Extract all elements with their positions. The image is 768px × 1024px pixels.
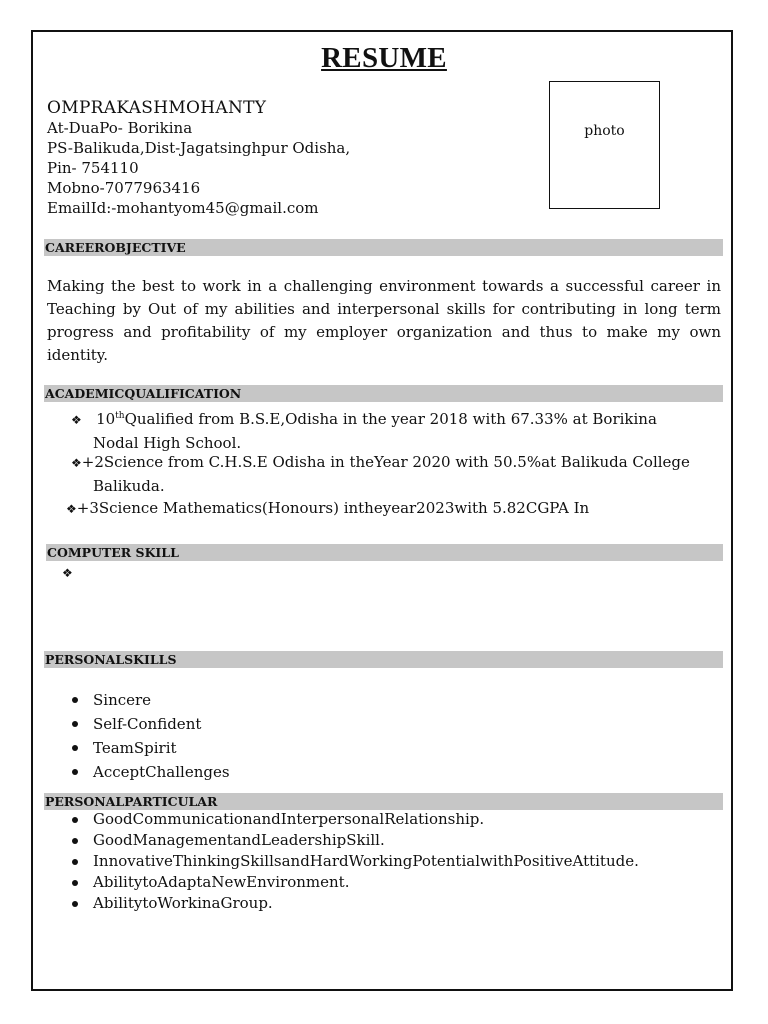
list-item: Sincere <box>71 688 230 712</box>
personal-skills-heading: PERSONALSKILLS <box>44 651 723 668</box>
list-item: GoodCommunicationandInterpersonalRelationship. <box>71 809 639 830</box>
academic-item-line2: Balikuda. <box>93 477 165 495</box>
page-title: RESUME <box>321 42 447 74</box>
diamond-bullet-icon: ❖ <box>62 566 73 580</box>
list-item: GoodManagementandLeadershipSkill. <box>71 830 639 851</box>
diamond-bullet-icon: ❖ <box>66 502 77 516</box>
address-line-1: At-DuaPo- Borikina <box>47 119 193 137</box>
diamond-bullet-icon: ❖ <box>71 456 82 470</box>
list-item: Self-Confident <box>71 712 230 736</box>
academic-item <box>71 451 690 498</box>
pin-code: Pin- 754110 <box>47 159 139 177</box>
academic-item <box>66 497 589 521</box>
photo-label: photo <box>584 123 625 139</box>
photo-placeholder <box>549 81 660 209</box>
computer-skill-item <box>62 561 73 585</box>
academic-item-prefix: 10 <box>96 410 116 428</box>
personal-particular-heading: PERSONALPARTICULAR <box>44 793 723 810</box>
email-address: EmailId:-mohantyom45@gmail.com <box>47 199 319 217</box>
academic-item-line1: Qualified from B.S.E,Odisha in the year 2018 with 67.33% at Borikina <box>124 410 657 428</box>
list-item: TeamSpirit <box>71 736 230 760</box>
academic-item-line1: +2Science from C.H.S.E Odisha in theYear 2020 with 50.5%at Balikuda College <box>81 453 690 471</box>
career-objective-heading: CAREEROBJECTIVE <box>44 239 723 256</box>
personal-particular-list <box>71 809 639 914</box>
academic-qualification-heading: ACADEMICQUALIFICATION <box>44 385 723 402</box>
mobile-number: Mobno-7077963416 <box>47 179 201 197</box>
diamond-bullet-icon: ❖ <box>71 413 82 427</box>
list-item: AbilitytoAdaptaNewEnvironment. <box>71 872 639 893</box>
list-item: InnovativeThinkingSkillsandHardWorkingPotentialwithPositiveAttitude. <box>71 851 639 872</box>
personal-skills-list <box>71 688 230 784</box>
address-line-2: PS-Balikuda,Dist-Jagatsinghpur Odisha, <box>47 139 351 157</box>
academic-item-line2: Nodal High School. <box>93 434 242 452</box>
list-item: AcceptChallenges <box>71 760 230 784</box>
list-item: AbilitytoWorkinaGroup. <box>71 893 639 914</box>
computer-skill-heading: COMPUTER SKILL <box>46 544 723 561</box>
academic-item-sup: th <box>115 411 125 421</box>
academic-item-line1: +3Science Mathematics(Honours) intheyear2023with 5.82CGPA In <box>76 499 590 517</box>
career-objective-text: Making the best to work in a challenging environment towards a successful career in Teaching by Out of my abilities and interpersonal skills for contributing in long term progress and profitability of my employer organization and thus to make my own identity. <box>47 277 721 364</box>
academic-item <box>71 405 657 455</box>
candidate-name: OMPRAKASHMOHANTY <box>47 98 267 118</box>
contact-block <box>47 98 350 218</box>
